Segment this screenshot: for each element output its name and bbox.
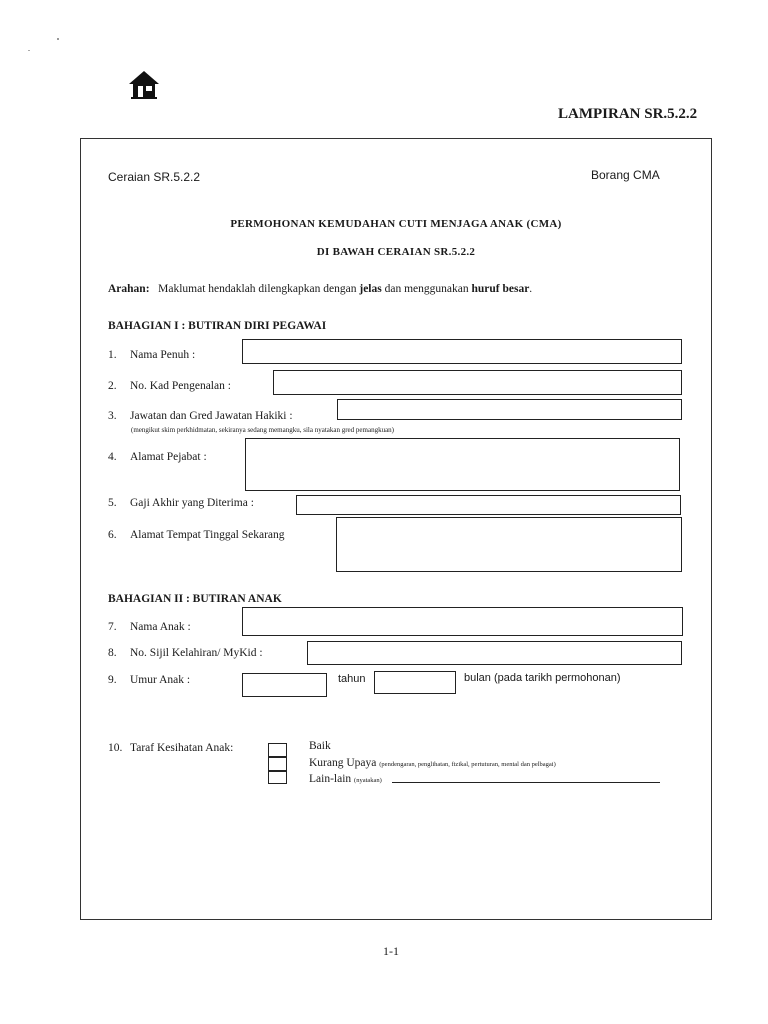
item-10-label: 10. Taraf Kesihatan Anak:: [108, 742, 234, 754]
lain-lain-label: Lain-lain (nyatakan): [309, 773, 382, 785]
section2-heading: BAHAGIAN II : BUTIRAN ANAK: [108, 593, 282, 605]
kurang-upaya-checkbox[interactable]: [268, 757, 287, 771]
arahan-label: Arahan:: [108, 283, 150, 295]
item-8-label: 8. No. Sijil Kelahiran/ MyKid :: [108, 647, 263, 659]
item-6-label: 6. Alamat Tempat Tinggal Sekarang: [108, 529, 285, 541]
section1-heading: BAHAGIAN I : BUTIRAN DIRI PEGAWAI: [108, 320, 327, 332]
lampiran-label: LAMPIRAN SR.5.2.2: [558, 106, 698, 122]
arahan-text: .: [529, 283, 533, 295]
scan-speck: [28, 50, 30, 51]
kurang-upaya-label: Kurang Upaya (pendengaran, penglihatan, fizikal, pertuturan, mental dan pelbagai): [309, 757, 556, 769]
lain-lain-checkbox[interactable]: [268, 771, 287, 784]
bulan-label: bulan (pada tarikh permohonan): [464, 672, 621, 684]
alamat-pejabat-field[interactable]: [245, 438, 680, 491]
ceraian-label: Ceraian SR.5.2.2: [108, 170, 201, 184]
jawatan-gred-field[interactable]: [337, 399, 682, 420]
item-3-note: (mengikut skim perkhidmatan, sekiranya sedang memangku, sila nyatakan gred pemangkuan): [131, 426, 395, 434]
baik-label: Baik: [309, 740, 331, 752]
item-7-label: 7. Nama Anak :: [108, 621, 191, 633]
kad-pengenalan-field[interactable]: [273, 370, 682, 395]
alamat-tinggal-field[interactable]: [336, 517, 682, 572]
nama-anak-field[interactable]: [242, 607, 683, 636]
form-title-line2: DI BAWAH CERAIAN SR.5.2.2: [316, 246, 476, 258]
item-5-label: 5. Gaji Akhir yang Diterima :: [108, 497, 254, 509]
umur-tahun-field[interactable]: [242, 673, 327, 697]
arahan-bold-huruf-besar: huruf besar: [471, 283, 530, 295]
item-1-label: 1. Nama Penuh :: [108, 349, 196, 361]
sijil-kelahiran-field[interactable]: [307, 641, 682, 665]
gaji-akhir-field[interactable]: [296, 495, 681, 515]
form-title-line1: PERMOHONAN KEMUDAHAN CUTI MENJAGA ANAK (CMA): [230, 218, 562, 230]
baik-checkbox[interactable]: [268, 743, 287, 757]
tahun-label: tahun: [338, 673, 366, 685]
arahan-bold-jelas: jelas: [359, 283, 382, 295]
lain-lain-line[interactable]: [392, 782, 660, 783]
arahan-line: [108, 283, 532, 295]
item-9-label: 9. Umur Anak :: [108, 674, 191, 686]
arahan-text: dan menggunakan: [381, 283, 472, 295]
house-logo-icon: [126, 68, 162, 100]
scan-speck: [57, 38, 59, 40]
umur-bulan-field[interactable]: [374, 671, 456, 694]
nama-penuh-field[interactable]: [242, 339, 682, 364]
item-4-label: 4. Alamat Pejabat :: [108, 451, 207, 463]
item-2-label: 2. No. Kad Pengenalan :: [108, 380, 231, 392]
item-3-label: 3. Jawatan dan Gred Jawatan Hakiki :: [108, 410, 293, 422]
page-number: 1-1: [383, 944, 399, 958]
borang-label: Borang CMA: [591, 168, 660, 182]
arahan-text: Maklumat hendaklah dilengkapkan dengan: [158, 283, 360, 295]
